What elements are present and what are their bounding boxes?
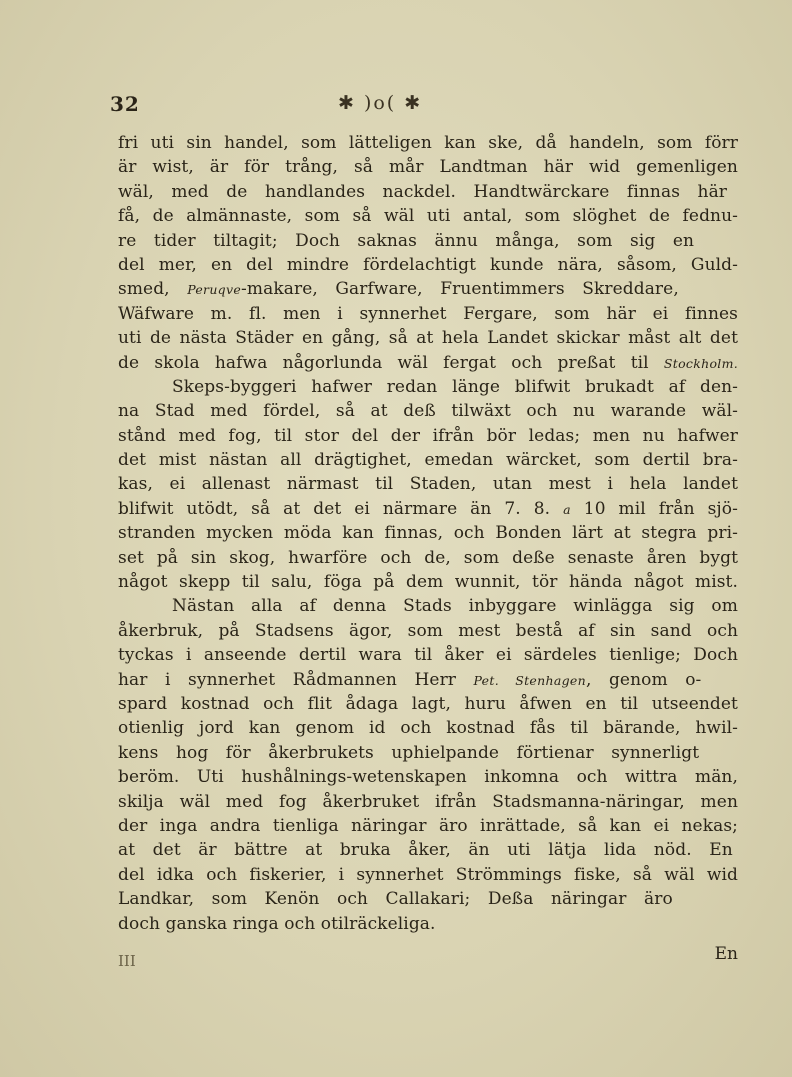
text-line [118,351,738,375]
text-line [118,204,738,228]
text-line [118,765,738,789]
text-line [118,814,738,838]
body-text [118,131,738,936]
text-segment: otienlig jord kan genom id och kostnad fås til bärande, hwil- [118,718,738,739]
text-line [118,838,738,862]
text-segment: , genom o- [585,669,702,690]
text-line [118,253,738,277]
running-head [110,92,690,122]
signature-mark: III [118,952,136,970]
text-segment: re tider tiltagit; Doch saknas ännu många, som sig en [118,230,695,251]
text-segment: kens hog för åkerbrukets uphielpande förtienar synnerligt [118,742,700,763]
text-segment: Nästan alla af denna Stads inbyggare winlägga sig om [172,596,738,617]
text-segment: der inga andra tienliga näringar äro inrättade, så kan ei nekas; [118,815,738,836]
text-segment: set på sin skog, hwarföre och de, som deße senaste åren bygt [118,547,738,568]
text-segment: kas, ei allenast närmast til Staden, utan mest i hela landet [118,474,738,495]
catchword: En [714,944,738,964]
text-segment: Landkar, som Kenön och Callakari; Deßa näringar äro [118,889,673,910]
text-segment: få, de almännaste, som så wäl uti antal, som slöghet de fednu- [118,206,738,227]
latin-word: a [563,501,571,517]
text-line [118,570,738,594]
text-line [118,668,738,692]
text-line [118,155,738,179]
text-line [118,521,738,545]
text-segment: 10 mil från sjö- [570,498,738,519]
page-footer [118,944,738,972]
text-segment: det mist nästan all drägtighet, emedan wärcket, som dertil bra- [118,450,738,471]
page-number: 32 [110,92,140,116]
text-segment: beröm. Uti hushålnings-wetenskapen inkomna och wittra män, [118,767,738,788]
text-segment: Wäfware m. fl. men i synnerhet Fergare, som här ei finnes [118,303,738,324]
text-line [118,546,738,570]
text-segment: na Stad med fördel, så at deß tilwäxt och nu warande wäl- [118,401,738,422]
text-line [118,716,738,740]
text-segment: åkerbruk, på Stadsens ägor, som mest bestå af sin sand och [118,620,738,641]
text-segment: -makare, Garfware, Fruentimmers Skreddare, [241,279,679,300]
text-segment: de skola hafwa någorlunda wäl fergat och preßat til [118,352,664,373]
header-ornament: ✱ )o( ✱ [338,92,423,114]
text-line [118,424,738,448]
text-segment: har i synnerhet Rådmannen Herr [118,669,474,690]
text-line [118,448,738,472]
text-line [118,399,738,423]
text-line [118,326,738,350]
text-segment: at det är bättre at bruka åker, än uti lätja lida nöd. En [118,840,733,861]
text-line [118,180,738,204]
text-line [118,497,738,521]
text-line [118,472,738,496]
text-segment: blifwit utödt, så at det ei närmare än 7. 8. [118,498,564,519]
text-segment: spard kostnad och flit ådaga lagt, huru åfwen en til utseendet [118,693,738,714]
text-segment: doch ganska ringa och otilräckeliga. [118,913,436,934]
text-line [118,790,738,814]
latin-word: Pet. Stenhagen [473,672,586,688]
latin-word: Stockholm. [663,355,738,371]
text-line [118,277,738,301]
text-line [118,912,738,936]
text-segment: stranden mycken möda kan finnas, och Bonden lärt at stegra pri- [118,523,738,544]
text-line [118,619,738,643]
text-line [118,863,738,887]
text-segment: något skepp til salu, föga på dem wunnit, tör hända något mist. [118,572,738,593]
text-line [118,887,738,911]
text-segment: fri uti sin handel, som lätteligen kan ske, då handeln, som förr [118,133,738,153]
text-segment: stånd med fog, til stor del der ifrån bör ledas; men nu hafwer [118,425,738,446]
latin-word: Peruqve [187,282,242,298]
text-segment: Skeps-byggeri hafwer redan länge blifwit brukadt af den- [172,376,738,397]
text-line [118,131,738,155]
text-segment: del idka och fiskerier, i synnerhet Strömmings fiske, så wäl wid [118,864,738,885]
text-segment: wäl, med de handlandes nackdel. Handtwärckare finnas här [118,181,728,202]
text-line [118,741,738,765]
text-segment: skilja wäl med fog åkerbruket ifrån Stadsmanna-näringar, men [118,791,738,812]
text-segment: uti de nästa Städer en gång, så at hela Landet skickar måst alt det [118,328,738,349]
text-line [118,302,738,326]
text-line [118,643,738,667]
text-line [118,594,738,618]
text-line [118,692,738,716]
text-line [118,375,738,399]
text-segment: smed, [118,279,188,300]
text-line [118,229,738,253]
text-segment: tyckas i anseende dertil wara til åker ei särdeles tienlige; Doch [118,645,738,666]
text-segment: del mer, en del mindre fördelachtigt kunde nära, såsom, Guld- [118,254,738,275]
text-segment: är wist, är för trång, så mår Landtman här wid gemenligen [118,157,738,178]
